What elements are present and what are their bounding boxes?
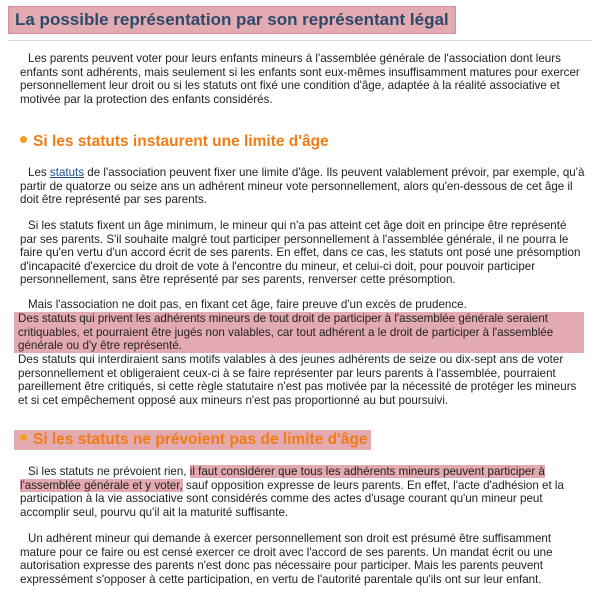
orange-bullet-icon bbox=[20, 434, 27, 441]
section1-highlighted-paragraph: Des statuts qui privent les adhérents mineurs de tout droit de participer à l'assemblée générale seraient critiquables, et pourraient être jugés non valables, car tout adhérent a le droit de participer à l'assemblée générale ou d'y être représenté. bbox=[14, 312, 584, 353]
section2-p1-start: Si les statuts ne prévoient rien, bbox=[28, 465, 190, 478]
section2-paragraph-2: Un adhérent mineur qui demande à exercer personnellement son droit est présumé être suffisamment mature pour ce faire ou est censé exercer ce droit avec l'accord de ses parents. Un mandat écrit ou une autorisation expresse des parents n'est donc pas nécessaire pour participer. Mais les parents peuvent expressément s'opposer à cette participation, en vertu de l'autorité parentale qu'ils ont sur leur enfant. bbox=[20, 532, 553, 586]
section1-paragraph-1 bbox=[20, 166, 586, 207]
section1-paragraph-4: Des statuts qui interdiraient sans motifs valables à des jeunes adhérents de seize ou dix-sept ans de voter personnellement et obligeraient ceux-ci à se faire représenter par leurs parents à l'assemblée, pourraient pareillement être critiqués, si cette règle statutaire n'est pas motivée par la nécessité de protéger les mineurs et si cet empêchement opposé aux mineurs n'est pas proportionné au but poursuivi. bbox=[18, 353, 577, 407]
intro-paragraph: Les parents peuvent voter pour leurs enfants mineurs à l'assemblée générale de l'association dont leurs enfants sont adhérents, mais seulement si les enfants sont eux-mêmes insuffisamment matures pour exercer personnellement leur droit ou si les statuts ont fixé une condition d'âge, adaptée à la réalité associative et motivée par la protection des enfants considérés. bbox=[20, 52, 580, 106]
section2-p1-end: sauf opposition expresse de leurs parents. En effet, l'acte d'adhésion et la participation à la vie associative sont considérés comme des actes d'usage courant qu'un mineur peut accomplir seul, pourvu qu'il ait la maturité suffisante. bbox=[20, 478, 564, 519]
orange-bullet-icon bbox=[20, 136, 27, 143]
section1-heading bbox=[14, 132, 333, 152]
section1-p1-end: de l'association peuvent fixer une limite d'âge. Ils peuvent valablement prévoir, par exemple, qu'à partir de quatorze ou seize ans un adhérent mineur vote personnellement, alors qu'en-dessous de cet âge il doit être représenté par ses parents. bbox=[20, 166, 585, 207]
section1-heading-text: Si les statuts instaurent une limite d'âge bbox=[33, 133, 329, 150]
section1-paragraph-3: Mais l'association ne doit pas, en fixant cet âge, faire preuve d'un excès de prudence. bbox=[28, 298, 467, 311]
section2-heading-text: Si les statuts ne prévoient pas de limite d'âge bbox=[33, 431, 368, 448]
statuts-link[interactable]: statuts bbox=[49, 166, 85, 179]
page-title: La possible représentation par son représentant légal bbox=[8, 6, 456, 34]
section2-highlighted-text: il faut considérer que tous les adhérents mineurs peuvent participer à l'assemblée générale et y voter, bbox=[20, 465, 545, 492]
section1-paragraph-2: Si les statuts fixent un âge minimum, le mineur qui n'a pas atteint cet âge doit en principe être représenté par ses parents. S'il souhaite malgré tout participer personnellement à l'assemblée générale, il ne pourra le faire qu'en vertu d'un accord écrit de ses parents. En effet, dans ce cas, les statuts ont posé une présomption d'incapacité d'exercice du droit de vote à l'encontre du mineur, et celui-ci doit, pour pouvoir participer personnellement, sans être représenté par ses parents, renverser cette présomption. bbox=[20, 219, 581, 287]
section2-heading bbox=[14, 430, 371, 450]
title-divider bbox=[8, 40, 592, 41]
title-container bbox=[8, 6, 592, 34]
section1-p1-start: Les bbox=[28, 166, 50, 179]
section2-paragraph-1 bbox=[20, 465, 586, 519]
